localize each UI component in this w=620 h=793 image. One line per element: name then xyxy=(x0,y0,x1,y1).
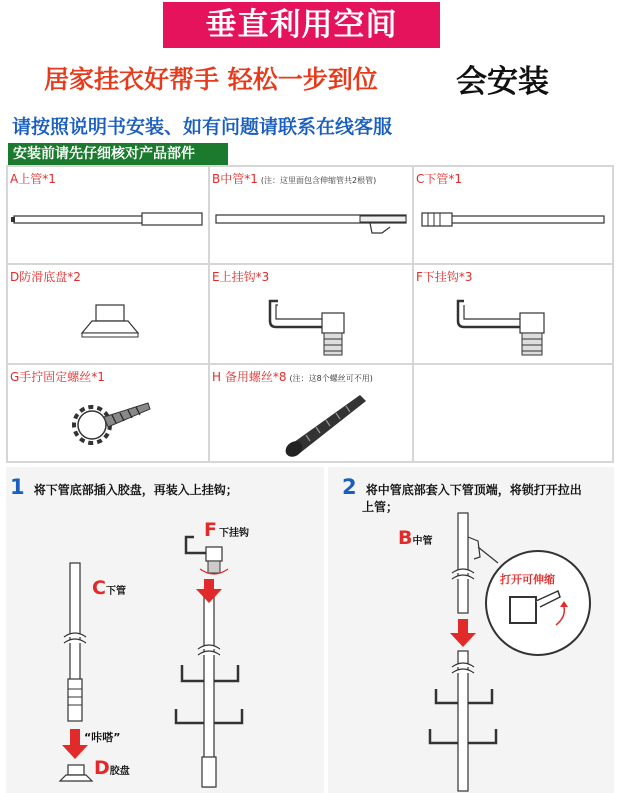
part-e-cell xyxy=(210,265,412,363)
tagline-black: 会安装 xyxy=(456,64,549,100)
parts-grid xyxy=(6,165,614,463)
part-d-label: D防滑底盘*2 xyxy=(10,270,81,284)
step-1-panel xyxy=(6,467,324,793)
thumb-screw-icon xyxy=(8,365,208,461)
callout-b: B中管 xyxy=(398,527,433,549)
part-c-label: C下管*1 xyxy=(416,172,463,186)
step-1-diagram xyxy=(6,467,324,793)
callout-f: F下挂钩 xyxy=(204,519,249,541)
part-h-cell xyxy=(210,365,412,461)
lower-tube-icon xyxy=(414,167,612,263)
upper-tube-icon xyxy=(8,167,208,263)
step-2-diagram xyxy=(328,467,614,793)
part-a-label: A上管*1 xyxy=(10,172,56,186)
upper-hook-icon xyxy=(210,265,412,363)
step-2-number: 2 xyxy=(342,475,357,499)
step-1-text: 将下管底部插入胶盘，再装入上挂钩； xyxy=(33,483,238,497)
part-b-label: B中管*1 (注：这里面包含伸缩管共2根管) xyxy=(212,172,377,186)
parts-check-title: 安装前请先仔细核对产品部件 xyxy=(8,143,228,165)
empty-cell xyxy=(414,365,612,461)
step-1-number: 1 xyxy=(10,475,25,499)
middle-tube-icon xyxy=(210,167,412,263)
part-h-label: H 备用螺丝*8 (注：这8个螺丝可不用) xyxy=(212,370,373,384)
part-b-cell xyxy=(210,167,412,263)
support-notice: 请按照说明书安装、如有问题请联系在线客服 xyxy=(12,116,393,138)
click-sound-label: “咔嗒” xyxy=(84,731,121,744)
part-f-cell xyxy=(414,265,612,363)
callout-c: C下管 xyxy=(92,577,126,599)
part-g-label: G手拧固定螺丝*1 xyxy=(10,370,105,384)
part-a-cell xyxy=(8,167,208,263)
part-e-label: E上挂钩*3 xyxy=(212,270,270,284)
lower-hook-icon xyxy=(414,265,612,363)
tagline-red: 居家挂衣好帮手 轻松一步到位 xyxy=(44,65,378,94)
base-pad-icon xyxy=(8,265,208,363)
step-2-text-line2: 上管； xyxy=(362,500,399,514)
step-2-panel xyxy=(328,467,614,793)
part-g-cell xyxy=(8,365,208,461)
lock-label: 打开可伸缩 xyxy=(500,573,555,586)
banner-title: 垂直利用空间 xyxy=(163,2,440,48)
spare-screw-icon xyxy=(210,365,412,461)
part-c-cell xyxy=(414,167,612,263)
part-f-label: F下挂钩*3 xyxy=(416,270,473,284)
part-d-cell xyxy=(8,265,208,363)
step-2-text-line1: 将中管底部套入下管顶端，将锁打开拉出 xyxy=(365,483,582,497)
callout-d: D胶盘 xyxy=(94,757,130,779)
